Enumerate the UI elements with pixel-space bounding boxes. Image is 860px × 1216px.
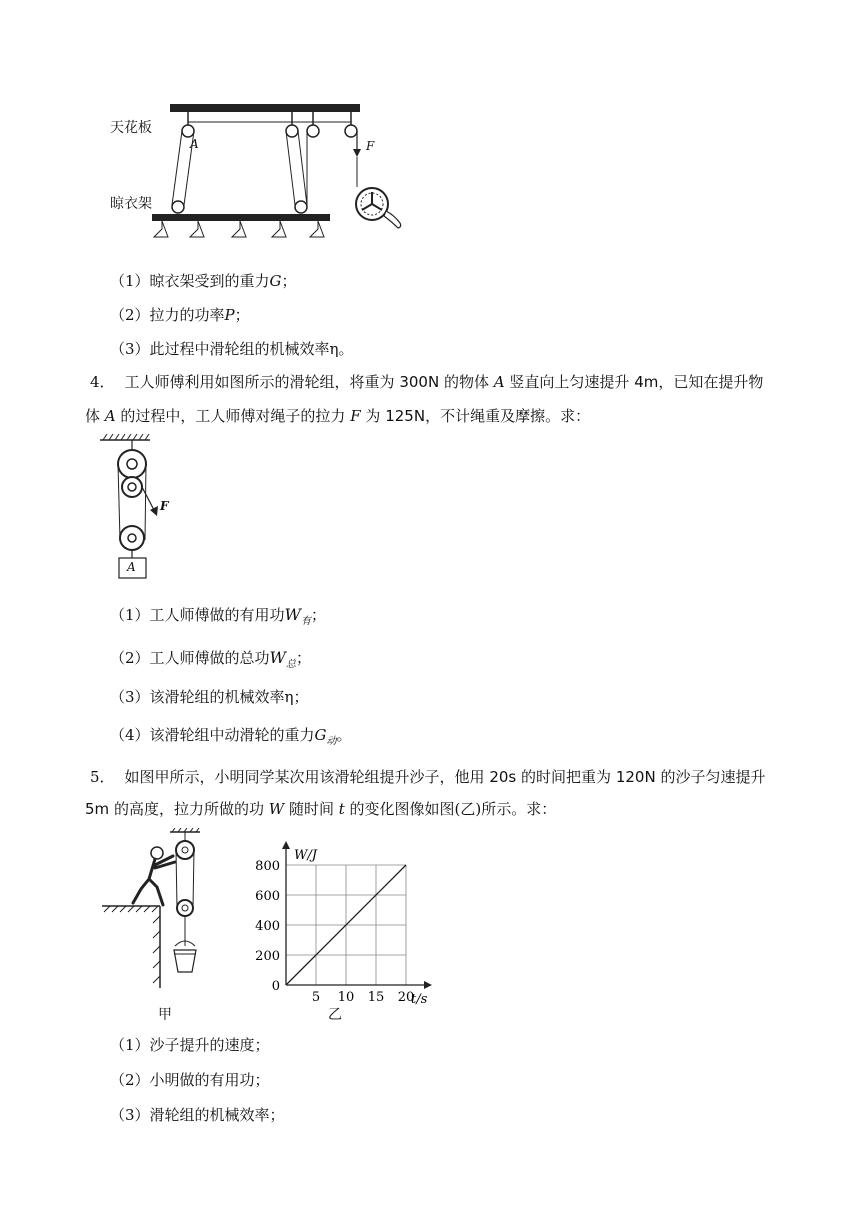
q5-stem-line-2: 5m 的高度，拉力所做的功 W 随时间 t 的变化图像如图(乙)所示。求： <box>85 800 557 818</box>
crank-wheel <box>356 188 401 228</box>
q4-pulley-figure <box>95 432 185 582</box>
q5-fig-b <box>248 835 458 1025</box>
q3-item-2: （2）拉力的功率P； <box>110 306 250 324</box>
force-f-label: F <box>366 139 375 153</box>
y-tick-label: 400 <box>255 919 280 934</box>
clothes-rack-diagram <box>110 95 430 255</box>
q4-item-1: （1）工人师傅做的有用功$W_有$； <box>110 605 327 627</box>
pulley-a <box>182 125 194 137</box>
pulley-a-label: A <box>190 137 199 151</box>
q5-item-1: （1）沙子提升的速度； <box>110 1036 270 1054</box>
x-tick-label: 5 <box>311 990 321 1005</box>
work-time-chart <box>248 835 458 1005</box>
q5-fig-a <box>100 828 230 1028</box>
q3-item-1: （1）晾衣架受到的重力G； <box>110 272 297 290</box>
pulley <box>286 125 298 137</box>
ceiling-label: 天花板 <box>110 119 152 135</box>
q3-item-3: （3）此过程中滑轮组的机械效率η。 <box>110 340 354 358</box>
q4-block-label: A <box>127 560 136 574</box>
q5-fig-a-caption: 甲 <box>158 1007 172 1023</box>
q4-force-label: F <box>160 499 169 513</box>
rack-bar <box>152 214 330 221</box>
q4-item-4: （4）该滑轮组中动滑轮的重力$G_动$。 <box>110 726 352 747</box>
q5-fig-b-caption: 乙 <box>328 1007 342 1023</box>
y-tick-label: 200 <box>255 949 280 964</box>
q4-stem-line-2: 体 A 的过程中，工人师傅对绳子的拉力 F 为 125N，不计绳重及摩擦。求： <box>85 407 591 425</box>
ceiling-bar <box>170 104 360 112</box>
pulley <box>307 125 319 137</box>
x-tick-label: 10 <box>337 990 355 1005</box>
y-tick-label: 600 <box>255 889 280 904</box>
y-axis-arrow <box>282 841 290 849</box>
rack-label: 晾衣架 <box>110 195 152 211</box>
y-axis-label: W/J <box>294 848 317 863</box>
pulley <box>345 125 357 137</box>
q5-item-3: （3）滑轮组的机械效率； <box>110 1106 285 1124</box>
x-tick-label: 15 <box>367 990 385 1005</box>
q4-pulley-diagram <box>95 432 185 582</box>
x-axis-label: t/s <box>411 992 428 1005</box>
q4-item-2: （2）工人师傅做的总功$W_总$； <box>110 648 312 670</box>
x-axis-arrow <box>424 981 432 989</box>
q5-item-2: （2）小明做的有用功； <box>110 1071 270 1089</box>
q4-stem-line-1: 4． 工人师傅利用如图所示的滑轮组，将重为 300N 的物体 A 竖直向上匀速提升 4m，已知在提升物 <box>90 373 764 391</box>
clothes-rack-figure <box>110 95 430 255</box>
q4-item-3: （3）该滑轮组的机械效率η； <box>110 688 309 706</box>
y-tick-label: 0 <box>271 979 280 994</box>
x-tick-label: 20 <box>397 990 415 1005</box>
q5-person-diagram <box>100 828 230 998</box>
q5-stem-line-1: 5． 如图甲所示，小明同学某次用该滑轮组提升沙子，他用 20s 的时间把重为 120N 的沙子匀速提升 <box>90 768 766 786</box>
y-tick-label: 800 <box>255 859 280 874</box>
